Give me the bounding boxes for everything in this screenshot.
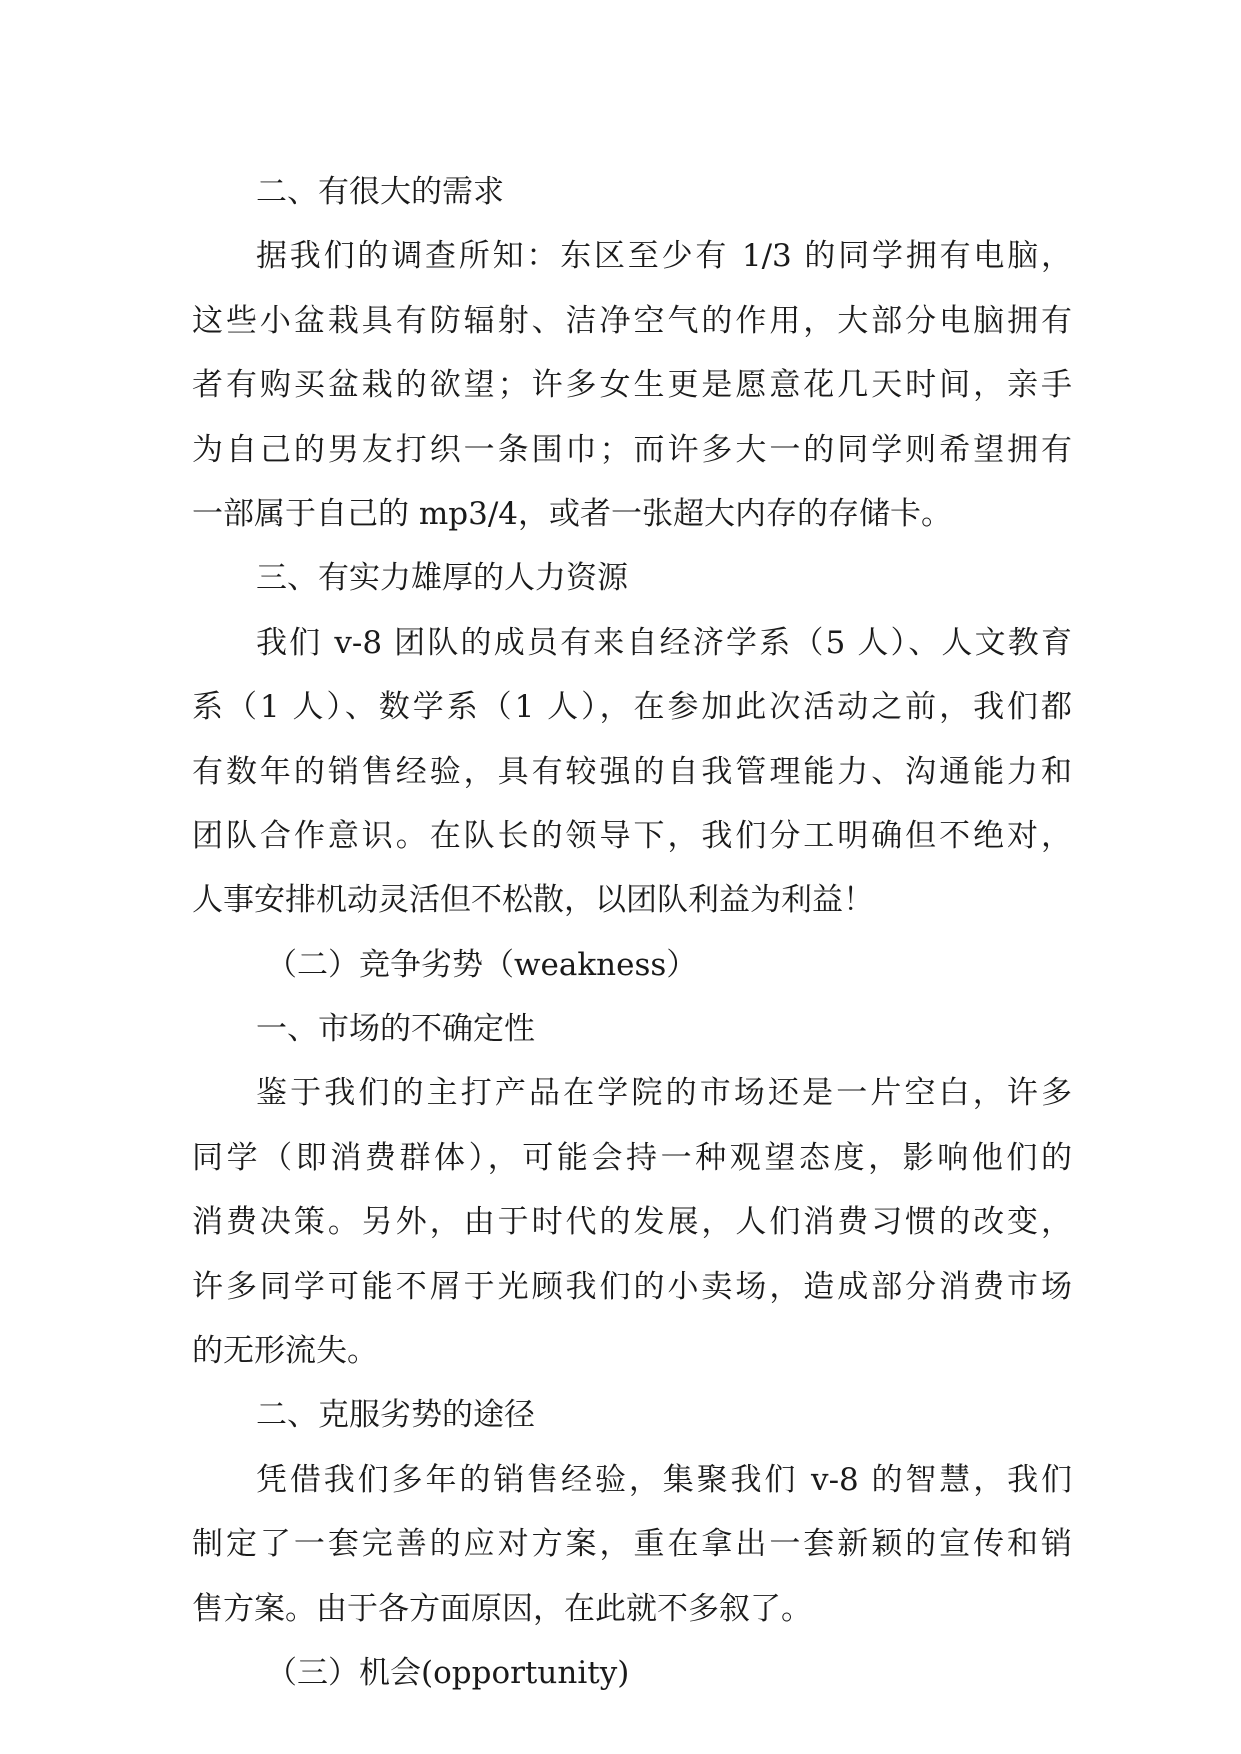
paragraph-line: 消费决策。另外，由于时代的发展，人们消费习惯的改变， (192, 1204, 1072, 1241)
paragraph-line: 者有购买盆栽的欲望；许多女生更是愿意花几天时间，亲手 (192, 367, 1072, 404)
section-heading: 二、克服劣势的途径 (256, 1397, 535, 1434)
section-heading: 三、有实力雄厚的人力资源 (256, 560, 628, 597)
paragraph-line: 我们 v-8 团队的成员有来自经济学系（5 人）、人文教育 (256, 624, 1072, 661)
paragraph-line: 制定了一套完善的应对方案，重在拿出一套新颖的宣传和销 (192, 1526, 1072, 1563)
paragraph-line: 团队合作意识。在队长的领导下，我们分工明确但不绝对， (192, 817, 1072, 854)
paragraph-line: 这些小盆栽具有防辐射、洁净空气的作用，大部分电脑拥有 (192, 302, 1072, 339)
subsection-heading: （二）竞争劣势（weakness） (266, 946, 698, 983)
paragraph-line: 为自己的男友打织一条围巾；而许多大一的同学则希望拥有 (192, 431, 1072, 468)
paragraph-line: 凭借我们多年的销售经验，集聚我们 v-8 的智慧，我们 (256, 1461, 1072, 1498)
paragraph-line: 系（1 人）、数学系（1 人），在参加此次活动之前，我们都 (192, 689, 1072, 726)
paragraph-line: 人事安排机动灵活但不松散，以团队利益为利益！ (192, 882, 874, 919)
paragraph-line: 有数年的销售经验，具有较强的自我管理能力、沟通能力和 (192, 753, 1072, 790)
section-heading: 一、市场的不确定性 (256, 1011, 535, 1048)
paragraph-line: 售方案。由于各方面原因，在此就不多叙了。 (192, 1590, 812, 1627)
document-body (192, 160, 1072, 1705)
section-heading: 二、有很大的需求 (256, 174, 504, 210)
paragraph-line: 的无形流失。 (192, 1333, 378, 1370)
subsection-heading: （三）机会(opportunity) (266, 1654, 630, 1691)
paragraph-line: 一部属于自己的 mp3/4，或者一张超大内存的存储卡。 (192, 495, 952, 532)
paragraph-line: 据我们的调查所知：东区至少有 1/3 的同学拥有电脑， (256, 238, 1072, 275)
paragraph-line: 鉴于我们的主打产品在学院的市场还是一片空白，许多 (256, 1075, 1072, 1112)
paragraph-line: 同学（即消费群体），可能会持一种观望态度，影响他们的 (192, 1139, 1072, 1176)
paragraph-line: 许多同学可能不屑于光顾我们的小卖场，造成部分消费市场 (192, 1268, 1072, 1305)
